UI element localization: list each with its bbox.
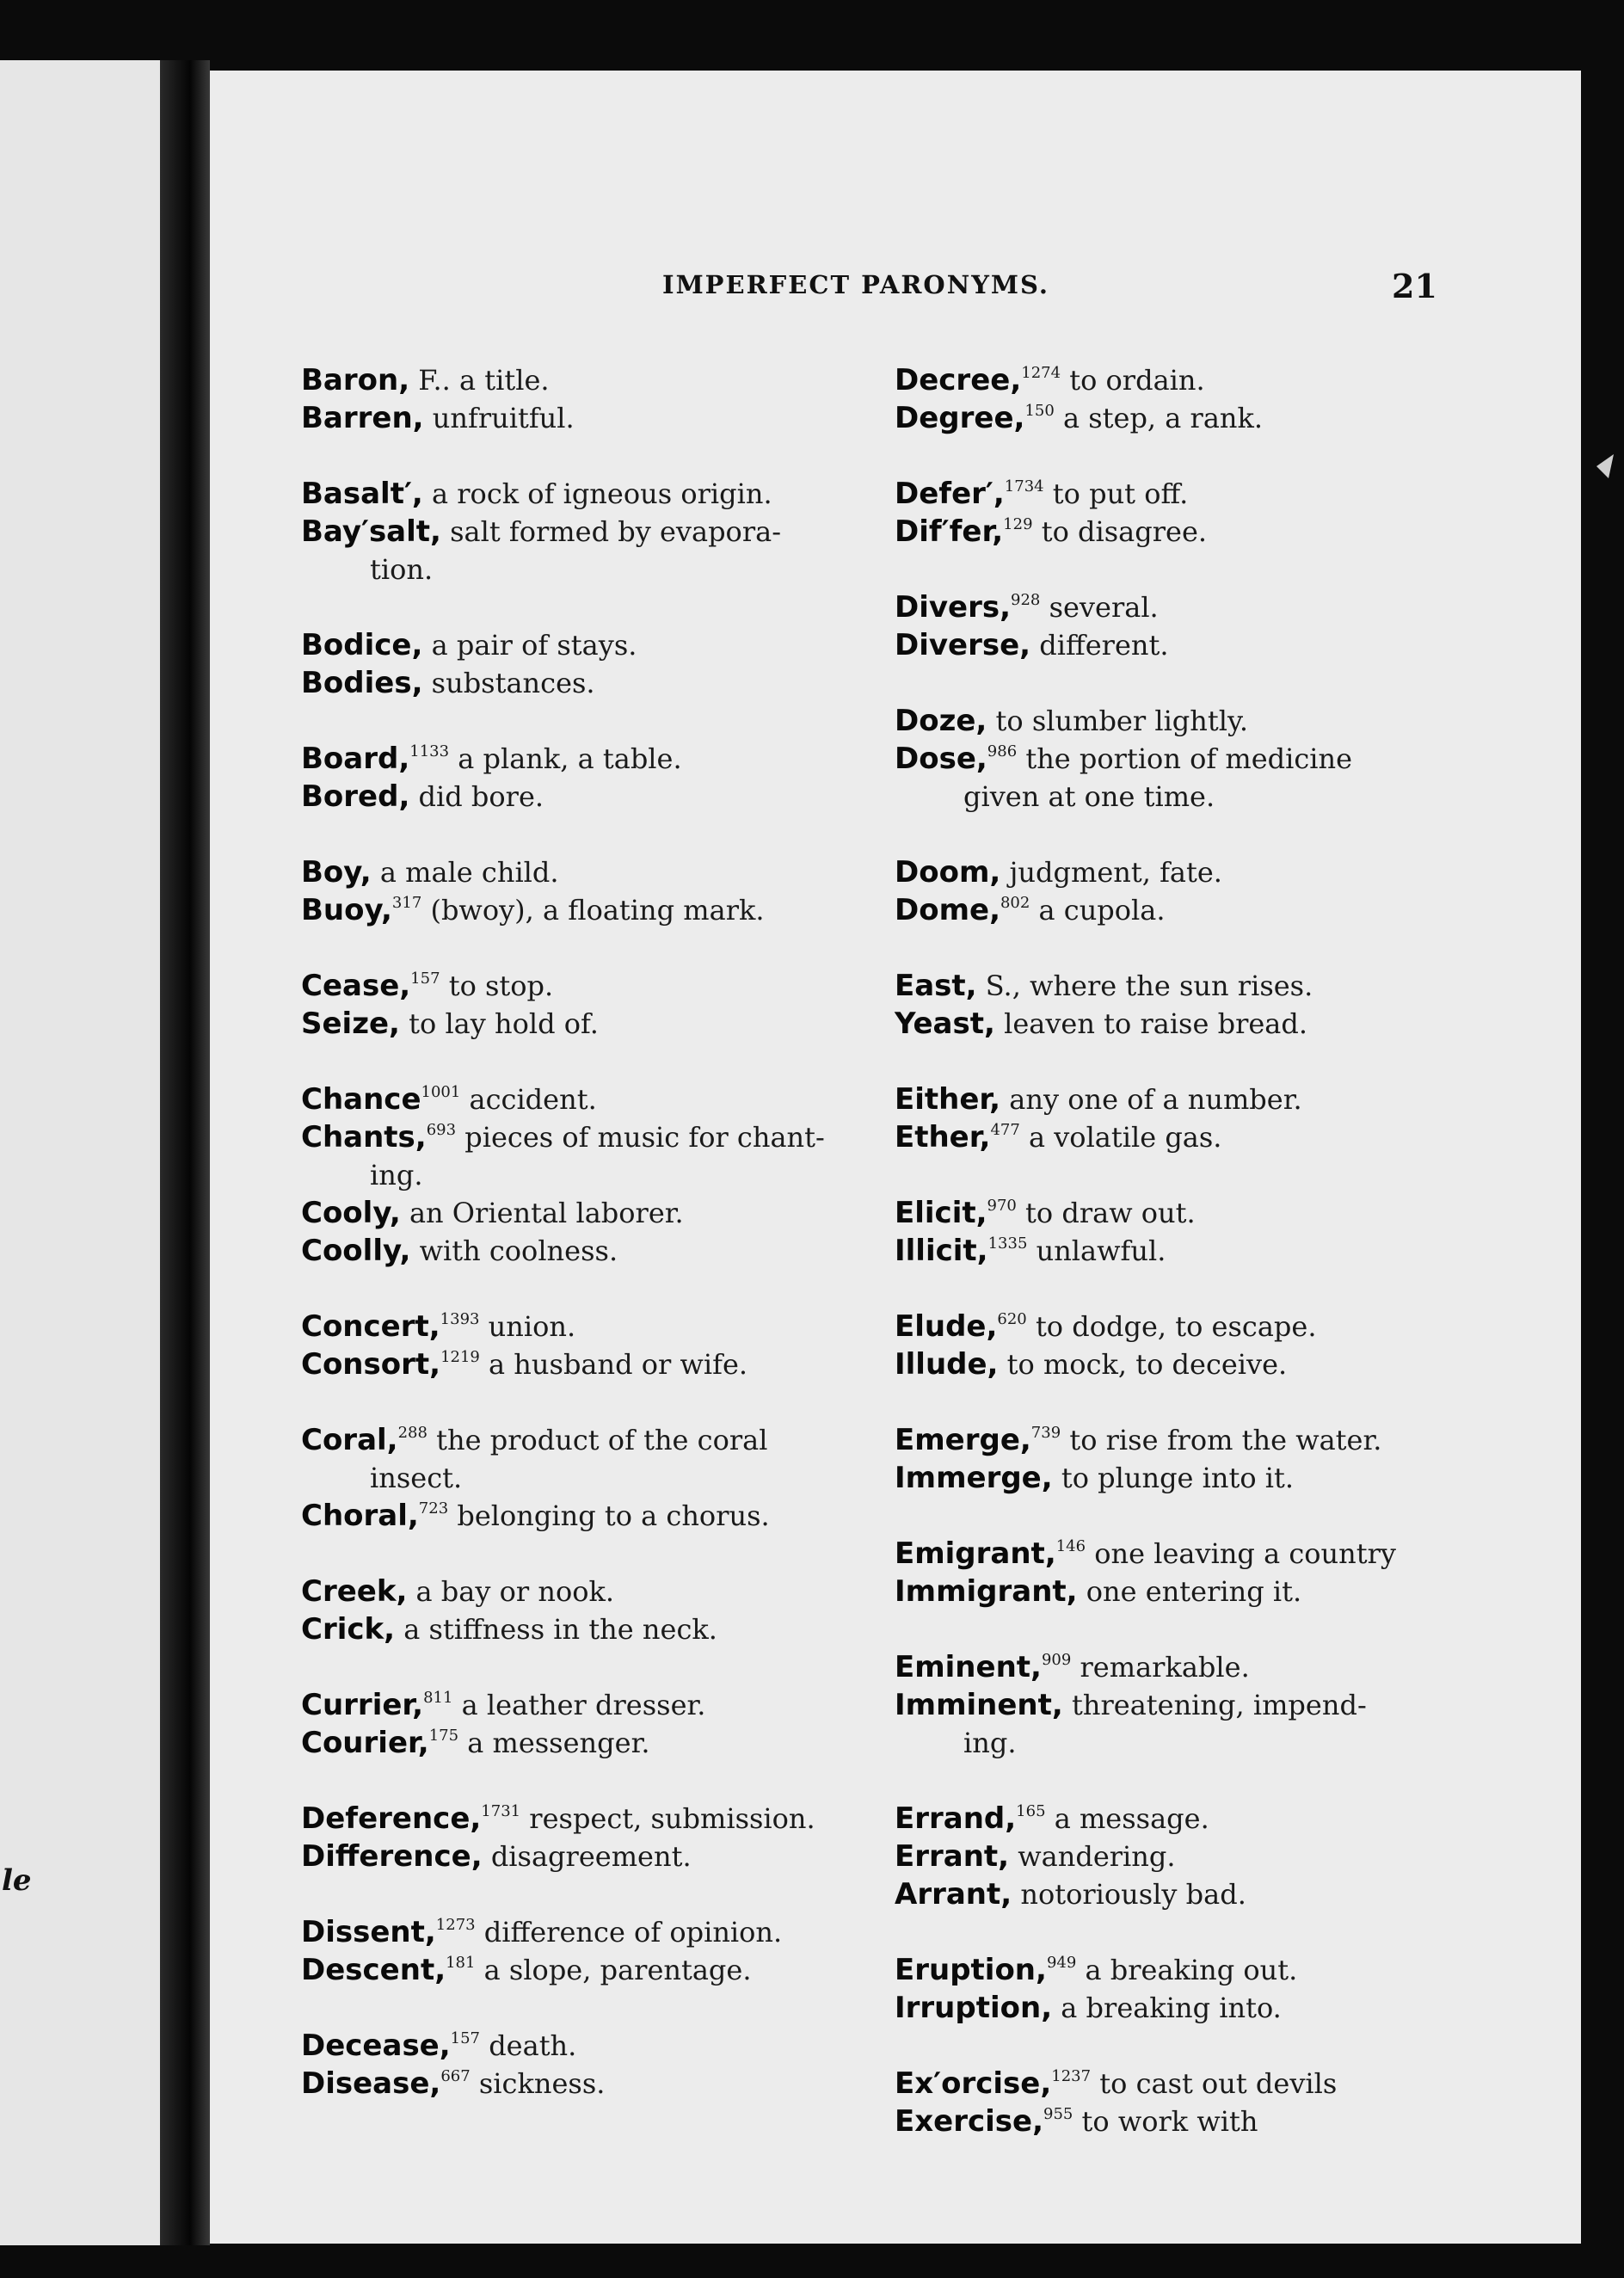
reference-number: 1219 (440, 1348, 480, 1366)
headword: Chants, (301, 1120, 427, 1154)
headword: Imminent, (895, 1688, 1063, 1722)
headword: Coral, (301, 1423, 398, 1457)
definition: an Oriental laborer. (409, 1197, 684, 1229)
reference-number: 129 (1003, 515, 1033, 533)
reference-number: 1393 (440, 1310, 480, 1328)
definition: a pair of stays. (431, 629, 637, 662)
reference-number: 1335 (987, 1234, 1028, 1253)
definition: a husband or wife. (489, 1348, 748, 1381)
paronym-entry (301, 1838, 852, 1875)
definition: a leather dresser. (461, 1689, 706, 1721)
paronym-entry (895, 399, 1445, 437)
definition: a messenger. (467, 1727, 650, 1759)
headword: Concert, (301, 1309, 440, 1344)
headword: Illicit, (895, 1234, 988, 1268)
definition: a cupola. (1038, 894, 1166, 927)
paronym-entry (301, 891, 852, 929)
headword: Ether, (895, 1120, 991, 1154)
paronym-group (301, 967, 852, 1043)
reference-number: 620 (997, 1310, 1027, 1328)
headword: Dome, (895, 893, 1000, 927)
definition: to disagree. (1041, 515, 1208, 548)
definition: to put off. (1052, 477, 1189, 510)
definition: a plank, a table. (458, 742, 682, 775)
paronym-entry (895, 1081, 1445, 1118)
paronym-group (895, 1648, 1445, 1762)
definition: unfruitful. (432, 402, 575, 434)
paronym-entry (301, 1610, 852, 1648)
headword: Disease, (301, 2066, 441, 2101)
paronym-entry (895, 2103, 1445, 2140)
paronym-entry (895, 1800, 1445, 1838)
definition: judgment, fate. (1009, 856, 1222, 889)
paronym-entry (895, 1838, 1445, 1875)
definition: to plunge into it. (1061, 1462, 1295, 1494)
paronym-entry (895, 626, 1445, 664)
paronym-entry (895, 1232, 1445, 1270)
paronym-group (895, 1194, 1445, 1270)
headword: Dif′fer, (895, 514, 1004, 549)
paronym-group (301, 1308, 852, 1383)
paronym-entry (301, 967, 852, 1005)
headword: Immigrant, (895, 1574, 1078, 1609)
reference-number: 317 (391, 894, 422, 912)
headword: Either, (895, 1082, 1001, 1117)
paronym-entry (301, 778, 852, 816)
definition: a message. (1054, 1802, 1209, 1835)
headword: Doze, (895, 704, 987, 738)
definition: a breaking into. (1061, 1992, 1282, 2024)
definition: to stop. (448, 970, 554, 1002)
headword: Boy, (301, 855, 372, 890)
definition: to rise from the water. (1069, 1424, 1382, 1456)
paronym-entry (301, 1724, 852, 1762)
headword: Exercise, (895, 2104, 1044, 2139)
definition: notoriously bad. (1020, 1878, 1246, 1911)
headword: Eminent, (895, 1650, 1042, 1684)
headword: Choral, (301, 1499, 419, 1533)
reference-number: 157 (450, 2029, 481, 2047)
paronym-entry (301, 1951, 852, 1989)
paronym-entry (301, 1913, 852, 1951)
headword: Bored, (301, 779, 410, 814)
paronym-group (301, 1573, 852, 1648)
paronym-entry (301, 1005, 852, 1043)
reference-number: 1734 (1004, 477, 1044, 496)
paronym-entry (301, 1573, 852, 1610)
headword: Cease, (301, 969, 411, 1003)
left-page-edge (0, 60, 160, 2278)
headword: Decease, (301, 2029, 451, 2063)
headword: Descent, (301, 1953, 446, 1987)
paronym-group (895, 1800, 1445, 1913)
definition: a stiffness in the neck. (403, 1613, 717, 1646)
paronym-entry (301, 740, 852, 778)
paronym-group (895, 2065, 1445, 2140)
paronym-group (301, 1913, 852, 1989)
reference-number: 1273 (435, 1916, 476, 1934)
headword: Diverse, (895, 628, 1031, 662)
headword: Errant, (895, 1839, 1010, 1874)
definition: did bore. (418, 780, 544, 813)
page-number: 21 (1392, 267, 1437, 305)
paronym-entry (895, 1421, 1445, 1459)
paronym-entry (301, 626, 852, 664)
paronym-entry (895, 2065, 1445, 2103)
headword: Deference, (301, 1801, 482, 1836)
headword: Doom, (895, 855, 1001, 890)
headword: Crick, (301, 1612, 396, 1647)
paronym-entry (895, 891, 1445, 929)
reference-number: 811 (423, 1689, 453, 1707)
definition: threatening, impend- (1071, 1689, 1367, 1721)
definition: belonging to a chorus. (457, 1499, 770, 1532)
paronym-entry (301, 361, 852, 399)
reference-number: 928 (1011, 591, 1041, 609)
definition: to slumber lightly. (995, 705, 1248, 737)
headword: Elude, (895, 1309, 998, 1344)
paronym-group (301, 626, 852, 702)
paronym-entry (895, 1686, 1445, 1762)
definition: union. (488, 1310, 576, 1343)
headword: Immerge, (895, 1461, 1053, 1495)
definition: the portion of medicine (1025, 742, 1353, 775)
definition: respect, submission. (529, 1802, 815, 1835)
paronym-entry (301, 475, 852, 513)
definition: to dodge, to escape. (1035, 1310, 1317, 1343)
paronym-group (895, 475, 1445, 551)
definition: pieces of music for chant- (464, 1121, 825, 1154)
bottom-shadow (0, 2245, 1624, 2278)
headword: Yeast, (895, 1007, 995, 1041)
paronym-group (895, 588, 1445, 664)
paronym-group (301, 1800, 852, 1875)
paronym-group (301, 361, 852, 437)
definition: to mock, to deceive. (1006, 1348, 1288, 1381)
paronym-entry (895, 740, 1445, 816)
paronym-entry (301, 664, 852, 702)
book-gutter (160, 60, 210, 2278)
headword: Creek, (301, 1574, 408, 1609)
reference-number: 1731 (481, 1802, 521, 1820)
reference-number: 150 (1024, 402, 1055, 420)
definition-continuation: given at one time. (963, 780, 1215, 813)
reference-number: 1274 (1021, 364, 1061, 382)
reference-number: 949 (1046, 1954, 1077, 1972)
headword: East, (895, 969, 977, 1003)
paronym-entry (895, 967, 1445, 1005)
paronym-entry (895, 1573, 1445, 1610)
left-page-text-fragment: le (2, 1863, 32, 1898)
paronym-entry (301, 1232, 852, 1270)
paronym-group (895, 1308, 1445, 1383)
paronym-entry (895, 853, 1445, 891)
definition: the product of the coral (436, 1424, 768, 1456)
definition: accident. (469, 1083, 597, 1116)
headword: Arrant, (895, 1877, 1012, 1912)
headword: Bay′salt, (301, 514, 441, 549)
paronym-entry (301, 1497, 852, 1535)
paronym-group (895, 853, 1445, 929)
paronym-entry (301, 1308, 852, 1345)
paronym-entry (301, 1345, 852, 1383)
page-edge-mark (1596, 454, 1614, 478)
definition: disagreement. (490, 1840, 692, 1873)
reference-number: 181 (446, 1954, 476, 1972)
headword: Divers, (895, 590, 1012, 625)
paronym-entry (895, 702, 1445, 740)
definition: a slope, parentage. (483, 1954, 752, 1986)
paronym-entry (895, 1345, 1445, 1383)
definition: F.. a title. (418, 364, 550, 397)
headword: Illude, (895, 1347, 999, 1382)
reference-number: 739 (1030, 1424, 1061, 1442)
paronym-group (301, 853, 852, 929)
definition: a step, a rank. (1062, 402, 1264, 434)
definition: to cast out devils (1099, 2067, 1338, 2100)
headword: Dissent, (301, 1915, 436, 1949)
paronym-group (895, 1081, 1445, 1156)
paronym-entry (301, 1686, 852, 1724)
definition-continuation: ing. (963, 1727, 1017, 1759)
definition: one leaving a country (1094, 1537, 1396, 1570)
paronym-entry (895, 1459, 1445, 1497)
paronym-entry (895, 1005, 1445, 1043)
reference-number: 1133 (409, 742, 450, 760)
paronym-entry (895, 1308, 1445, 1345)
paronym-entry (301, 2027, 852, 2065)
definition: death. (489, 2029, 577, 2062)
definition: a volatile gas. (1028, 1121, 1222, 1154)
headword: Bodies, (301, 666, 423, 700)
headword: Irruption, (895, 1991, 1053, 2025)
definition: to ordain. (1069, 364, 1205, 397)
headword: Buoy, (301, 893, 392, 927)
paronym-entry (301, 1194, 852, 1232)
headword: Baron, (301, 363, 410, 397)
reference-number: 986 (987, 742, 1018, 760)
paronym-entry (895, 1989, 1445, 2027)
reference-number: 909 (1041, 1651, 1072, 1669)
paronym-group (301, 1081, 852, 1270)
definition: several. (1049, 591, 1159, 624)
headword: Basalt′, (301, 477, 423, 511)
paronym-entry (895, 1194, 1445, 1232)
paronym-entry (301, 513, 852, 588)
reference-number: 802 (1000, 894, 1030, 912)
headword: Decree, (895, 363, 1022, 397)
headword: Elicit, (895, 1196, 987, 1230)
definition-continuation: insect. (370, 1462, 463, 1494)
paronym-entry (895, 1535, 1445, 1573)
reference-number: 723 (418, 1499, 449, 1518)
paronym-group (895, 967, 1445, 1043)
paronym-group (895, 1951, 1445, 2027)
paronym-entry (301, 2065, 852, 2103)
definition: to lay hold of. (409, 1007, 599, 1040)
headword: Coolly, (301, 1234, 411, 1268)
definition: to work with (1081, 2105, 1258, 2138)
definition-continuation: ing. (370, 1159, 423, 1191)
reference-number: 970 (987, 1197, 1017, 1215)
headword: Ex′orcise, (895, 2066, 1052, 2101)
paronym-group (301, 2027, 852, 2103)
reference-number: 288 (397, 1424, 428, 1442)
definition: a rock of igneous origin. (432, 477, 772, 510)
definition: to draw out. (1025, 1197, 1196, 1229)
headword: Errand, (895, 1801, 1017, 1836)
definition: remarkable. (1080, 1651, 1250, 1684)
definition-continuation: tion. (370, 553, 434, 586)
reference-number: 146 (1055, 1537, 1086, 1555)
headword: Defer′, (895, 477, 1005, 511)
paronym-group (895, 702, 1445, 816)
headword: Currier, (301, 1688, 424, 1722)
definition: different. (1039, 629, 1169, 662)
reference-number: 955 (1043, 2105, 1073, 2123)
definition: S., where the sun rises. (985, 970, 1313, 1002)
running-head: IMPERFECT PARONYMS. (662, 270, 1050, 299)
definition: wandering. (1018, 1840, 1176, 1873)
headword: Dose, (895, 742, 987, 776)
paronym-entry (301, 1800, 852, 1838)
right-column (895, 361, 1445, 2178)
paronym-entry (301, 1421, 852, 1497)
definition: substances. (431, 667, 595, 699)
headword: Emigrant, (895, 1536, 1056, 1571)
definition: leaven to raise bread. (1004, 1007, 1308, 1040)
paronym-group (895, 361, 1445, 437)
headword: Chance (301, 1082, 421, 1117)
paronym-entry (895, 1951, 1445, 1989)
left-column (301, 361, 852, 2140)
paronym-entry (895, 1875, 1445, 1913)
paronym-group (895, 1535, 1445, 1610)
headword: Courier, (301, 1726, 429, 1760)
reference-number: 1237 (1051, 2067, 1092, 2085)
reference-number: 175 (428, 1727, 459, 1745)
paronym-entry (895, 475, 1445, 513)
definition: unlawful. (1036, 1234, 1166, 1267)
headword: Bodice, (301, 628, 423, 662)
definition: a breaking out. (1085, 1954, 1298, 1986)
definition: difference of opinion. (483, 1916, 783, 1949)
headword: Eruption, (895, 1953, 1047, 1987)
definition: (bwoy), a floating mark. (430, 894, 765, 927)
headword: Consort, (301, 1347, 441, 1382)
paronym-group (301, 475, 852, 588)
reference-number: 477 (990, 1121, 1020, 1139)
definition: salt formed by evapora- (450, 515, 781, 548)
paronym-entry (895, 588, 1445, 626)
reference-number: 667 (440, 2067, 471, 2085)
paronym-entry (301, 1081, 852, 1118)
paronym-entry (895, 1648, 1445, 1686)
definition: one entering it. (1086, 1575, 1302, 1608)
paronym-entry (301, 853, 852, 891)
paronym-group (301, 1686, 852, 1762)
definition: any one of a number. (1009, 1083, 1302, 1116)
paronym-entry (895, 513, 1445, 551)
paronym-group (301, 740, 852, 816)
definition: a male child. (379, 856, 559, 889)
paronym-group (895, 1421, 1445, 1497)
headword: Difference, (301, 1839, 483, 1874)
reference-number: 1001 (421, 1083, 461, 1101)
headword: Cooly, (301, 1196, 401, 1230)
definition: sickness. (478, 2067, 606, 2100)
headword: Board, (301, 742, 410, 776)
headword: Degree, (895, 401, 1025, 435)
paronym-entry (895, 1118, 1445, 1156)
reference-number: 693 (426, 1121, 457, 1139)
definition: with coolness. (419, 1234, 618, 1267)
headword: Emerge, (895, 1423, 1031, 1457)
reference-number: 165 (1016, 1802, 1046, 1820)
definition: a bay or nook. (415, 1575, 615, 1608)
paronym-entry (895, 361, 1445, 399)
paronym-entry (301, 399, 852, 437)
headword: Seize, (301, 1007, 400, 1041)
reference-number: 157 (410, 970, 440, 988)
headword: Barren, (301, 401, 424, 435)
paronym-group (301, 1421, 852, 1535)
paronym-entry (301, 1118, 852, 1194)
